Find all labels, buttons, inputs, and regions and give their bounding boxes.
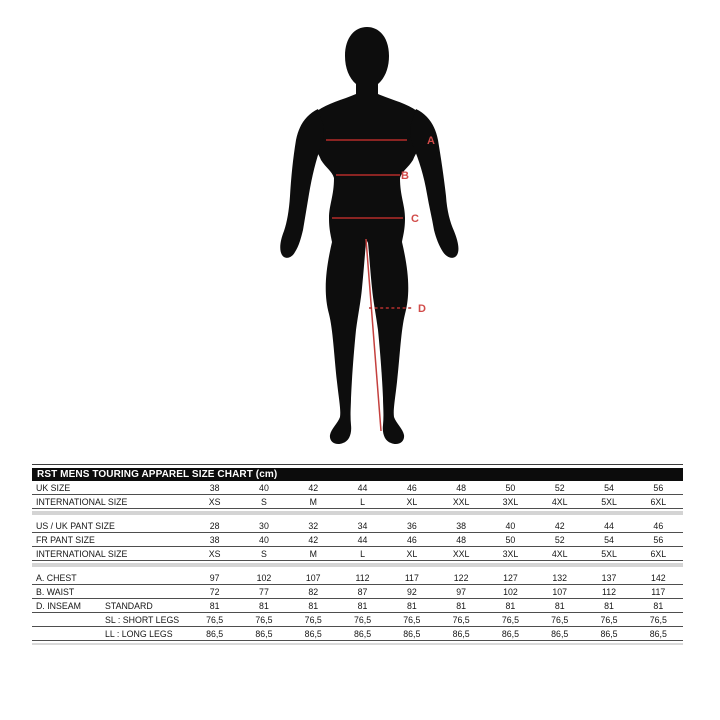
size-value: 50: [505, 534, 516, 545]
size-value: XS: [208, 496, 221, 507]
label-b: B: [401, 170, 409, 182]
size-value: 48: [456, 482, 467, 493]
size-value: 137: [601, 572, 617, 583]
size-value: 52: [554, 482, 565, 493]
size-value: 82: [308, 586, 319, 597]
size-value: 81: [604, 600, 614, 611]
table-row: [32, 585, 683, 599]
size-value: 5XL: [601, 496, 617, 507]
size-value: 5XL: [601, 548, 617, 559]
group-separator: [32, 511, 683, 519]
size-value: 28: [209, 520, 220, 531]
table-row: [32, 613, 683, 627]
size-value: 81: [653, 600, 664, 611]
size-value: S: [261, 548, 267, 559]
size-value: 34: [357, 520, 368, 531]
size-value: 40: [505, 520, 516, 531]
size-value: 112: [355, 572, 370, 583]
size-value: 142: [650, 572, 666, 583]
size-value: 81: [357, 600, 368, 611]
size-value: 3XL: [502, 548, 519, 559]
size-value: 4XL: [551, 548, 568, 559]
size-value: 81: [308, 600, 319, 611]
size-value: 46: [406, 534, 417, 545]
size-value: 86,5: [649, 628, 667, 639]
size-value: 72: [209, 586, 220, 597]
size-value: 76,5: [600, 614, 618, 625]
size-value: 97: [456, 586, 467, 597]
size-value: 86,5: [255, 628, 273, 639]
size-value: 86,5: [353, 628, 372, 639]
size-value: 32: [308, 520, 319, 531]
size-value: M: [309, 496, 317, 507]
row-label: UK SIZE: [36, 482, 71, 493]
size-value: 76,5: [353, 614, 372, 625]
row-label: INTERNATIONAL SIZE: [36, 496, 128, 507]
size-value: 76,5: [551, 614, 569, 625]
size-value: 86,5: [304, 628, 322, 639]
size-value: 46: [653, 520, 664, 531]
size-value: 76,5: [206, 614, 224, 625]
size-value: 54: [604, 482, 614, 493]
size-chart: [32, 464, 683, 645]
size-value: 48: [456, 534, 467, 545]
size-value: 44: [604, 520, 614, 531]
left-arm: [280, 109, 324, 258]
table-top-rule: [32, 464, 683, 465]
size-value: 112: [602, 586, 617, 597]
table-row: [32, 571, 683, 585]
size-value: 86,5: [206, 628, 224, 639]
size-value: 76,5: [501, 614, 519, 625]
size-value: 127: [503, 572, 518, 583]
size-value: 54: [604, 534, 614, 545]
table-row: [32, 599, 683, 613]
size-value: 117: [404, 572, 419, 583]
size-value: 81: [406, 600, 417, 611]
size-value: 76,5: [452, 614, 470, 625]
size-value: 102: [256, 572, 272, 583]
size-value: 97: [209, 572, 220, 583]
size-value: 44: [357, 534, 368, 545]
table-row: [32, 533, 683, 547]
group-separator: [32, 563, 683, 571]
size-value: 76,5: [403, 614, 421, 625]
size-value: 76,5: [255, 614, 273, 625]
table-row: [32, 547, 683, 561]
row-sublabel: LL : LONG LEGS: [105, 628, 173, 639]
table-row: [32, 627, 683, 641]
size-value: 81: [505, 600, 516, 611]
size-table-rows: [32, 481, 683, 641]
size-value: 102: [503, 586, 518, 597]
size-value: 76,5: [304, 614, 322, 625]
size-value: 86,5: [501, 628, 519, 639]
size-value: 86,5: [551, 628, 569, 639]
size-value: 122: [453, 572, 469, 583]
size-value: 38: [209, 534, 220, 545]
size-value: 77: [259, 586, 269, 597]
size-value: 6XL: [650, 496, 667, 507]
size-value: L: [360, 496, 365, 507]
size-value: 86,5: [600, 628, 618, 639]
size-value: 44: [357, 482, 368, 493]
size-value: 36: [406, 520, 417, 531]
size-value: 81: [209, 600, 220, 611]
size-value: 81: [259, 600, 269, 611]
size-value: XL: [406, 548, 418, 559]
size-value: 76,5: [649, 614, 667, 625]
right-arm: [410, 109, 458, 258]
label-d: D: [418, 303, 426, 315]
row-label: B. WAIST: [36, 586, 75, 597]
table-bottom-band: [32, 643, 683, 645]
size-value: 92: [406, 586, 417, 597]
size-value: 81: [554, 600, 565, 611]
size-value: 81: [456, 600, 467, 611]
size-value: 46: [406, 482, 417, 493]
size-value: 40: [259, 482, 269, 493]
size-value: 38: [209, 482, 220, 493]
size-value: 56: [653, 534, 664, 545]
size-chart-title: RST MENS TOURING APPAREL SIZE CHART (cm): [32, 468, 683, 481]
size-value: L: [360, 548, 365, 559]
size-value: XXL: [452, 496, 470, 507]
size-value: 56: [653, 482, 664, 493]
row-label: US / UK PANT SIZE: [36, 520, 115, 531]
row-label: D. INSEAM: [36, 600, 81, 611]
label-c: C: [411, 213, 419, 225]
body-silhouette: [307, 27, 426, 444]
size-value: 107: [552, 586, 568, 597]
row-label: INTERNATIONAL SIZE: [36, 548, 128, 559]
size-value: 107: [305, 572, 321, 583]
size-value: 50: [505, 482, 516, 493]
size-value: 40: [259, 534, 269, 545]
size-value: 86,5: [403, 628, 421, 639]
size-value: S: [261, 496, 267, 507]
row-sublabel: SL : SHORT LEGS: [105, 614, 180, 625]
row-label: FR PANT SIZE: [36, 534, 95, 545]
size-value: M: [309, 548, 317, 559]
row-sublabel: STANDARD: [105, 600, 153, 611]
size-value: 42: [554, 520, 565, 531]
size-value: 38: [456, 520, 467, 531]
size-value: 3XL: [502, 496, 519, 507]
table-row: [32, 495, 683, 509]
row-label: A. CHEST: [36, 572, 77, 583]
table-row: [32, 519, 683, 533]
size-value: XS: [208, 548, 221, 559]
size-value: 4XL: [551, 496, 568, 507]
table-row: [32, 481, 683, 495]
size-value: 42: [308, 534, 319, 545]
size-value: 6XL: [650, 548, 667, 559]
label-a: A: [427, 135, 435, 147]
size-value: 42: [308, 482, 319, 493]
size-value: XL: [406, 496, 418, 507]
size-value: 132: [552, 572, 568, 583]
size-value: 52: [554, 534, 565, 545]
size-value: 86,5: [452, 628, 470, 639]
size-value: 87: [357, 586, 368, 597]
size-value: XXL: [452, 548, 470, 559]
size-value: 117: [651, 586, 666, 597]
size-value: 30: [259, 520, 269, 531]
